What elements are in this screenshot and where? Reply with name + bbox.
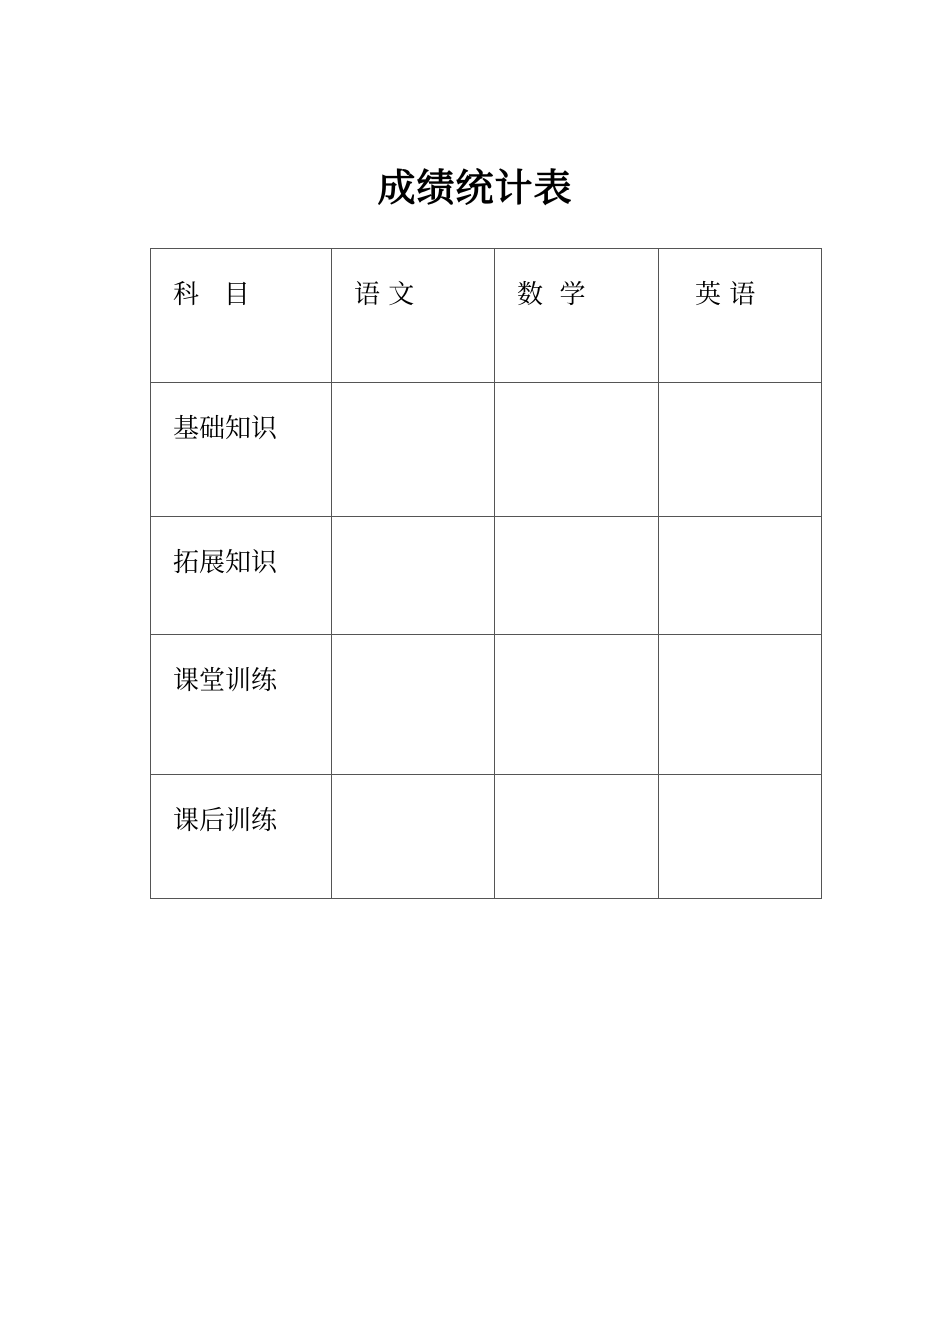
score-cell[interactable] xyxy=(659,635,822,775)
row-label xyxy=(151,383,332,517)
header-english xyxy=(659,249,822,383)
header-math xyxy=(495,249,659,383)
row-label-text: 基础知识 xyxy=(173,414,278,444)
score-cell-value xyxy=(495,517,658,547)
score-cell[interactable] xyxy=(495,635,659,775)
score-cell[interactable] xyxy=(495,517,659,635)
table-row xyxy=(151,517,822,635)
header-subject-label xyxy=(151,249,332,383)
page-title: 成绩统计表 xyxy=(377,166,573,210)
score-cell-value xyxy=(495,635,658,665)
score-cell-value xyxy=(659,635,821,665)
score-cell-value xyxy=(659,517,821,547)
table-header-row xyxy=(151,249,822,383)
header-chinese-text: 语 文 xyxy=(354,280,415,310)
score-cell-value xyxy=(659,775,821,805)
score-cell[interactable] xyxy=(332,635,495,775)
score-cell[interactable] xyxy=(659,775,822,899)
row-label-text: 课堂训练 xyxy=(173,666,278,696)
score-cell-value xyxy=(332,517,494,547)
header-math-text: 数 学 xyxy=(517,280,586,310)
header-english-text: 英 语 xyxy=(695,280,756,310)
header-chinese xyxy=(332,249,495,383)
score-cell[interactable] xyxy=(659,383,822,517)
score-cell-value xyxy=(495,775,658,805)
table-row xyxy=(151,635,822,775)
score-cell-value xyxy=(332,635,494,665)
score-cell-value xyxy=(332,383,494,413)
table-row xyxy=(151,383,822,517)
score-cell[interactable] xyxy=(659,517,822,635)
score-cell-value xyxy=(332,775,494,805)
row-label xyxy=(151,775,332,899)
row-label-text: 课后训练 xyxy=(173,806,278,836)
score-cell[interactable] xyxy=(495,383,659,517)
score-cell[interactable] xyxy=(332,383,495,517)
row-label xyxy=(151,635,332,775)
row-label-text: 拓展知识 xyxy=(173,548,278,578)
score-cell[interactable] xyxy=(332,517,495,635)
score-cell-value xyxy=(659,383,821,413)
score-table xyxy=(150,248,822,899)
score-cell[interactable] xyxy=(332,775,495,899)
row-label xyxy=(151,517,332,635)
score-cell-value xyxy=(495,383,658,413)
table-row xyxy=(151,775,822,899)
header-subject-label-text: 科 目 xyxy=(173,280,250,310)
score-cell[interactable] xyxy=(495,775,659,899)
